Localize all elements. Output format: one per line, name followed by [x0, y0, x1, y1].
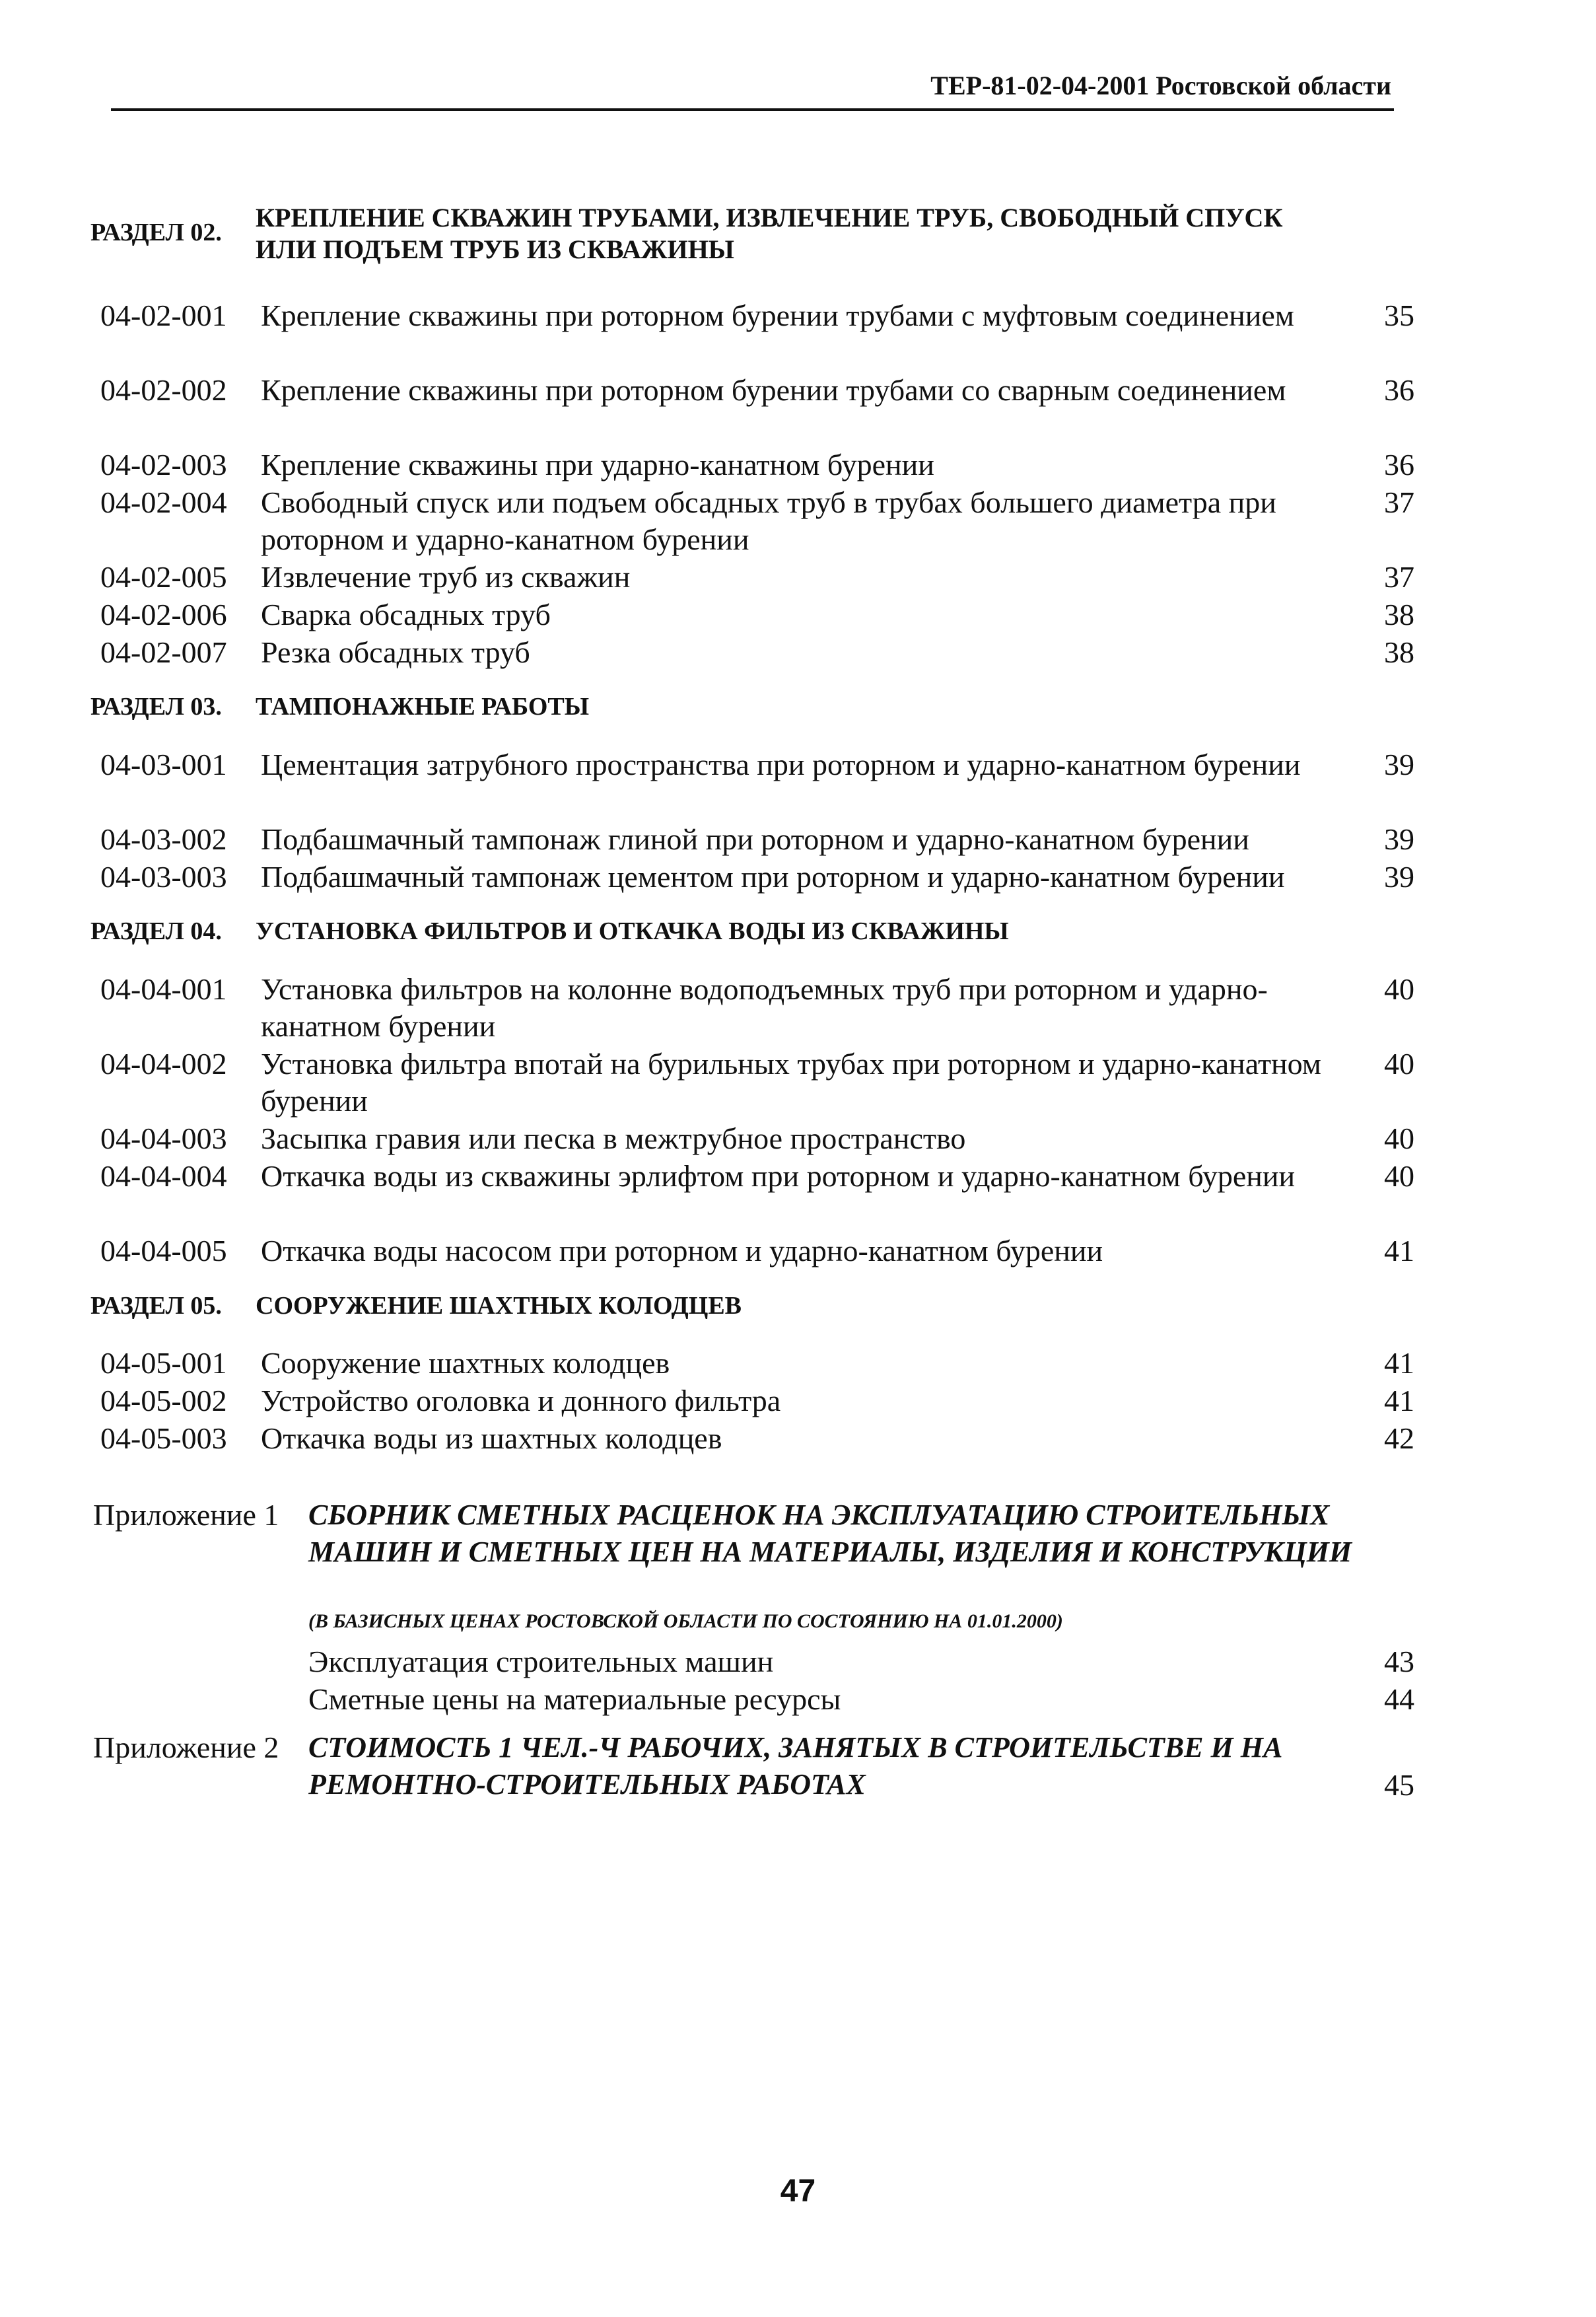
entry-page: 40 — [1384, 1047, 1414, 1081]
entry-title: Свободный спуск или подъем обсадных труб в трубах большего диаметра при роторном и ударно-канатном бурении — [261, 485, 1276, 556]
entry-code: 04-04-002 — [100, 1047, 227, 1081]
entry-code: 04-02-002 — [100, 373, 227, 407]
section-label: РАЗДЕЛ 04. — [90, 917, 222, 945]
entry-code: 04-04-004 — [100, 1159, 227, 1193]
section-02-heading — [90, 198, 1411, 271]
entry-title: Извлечение труб из скважин — [261, 560, 631, 594]
header-title: ТЕР-81-02-04-2001 Ростовской области — [930, 71, 1391, 100]
entry-title: Резка обсадных труб — [261, 635, 530, 669]
appendix-item-page: 43 — [1384, 1645, 1414, 1678]
entry-code: 04-04-001 — [100, 972, 227, 1006]
entry-code: 04-04-003 — [100, 1122, 227, 1155]
entry-code: 04-02-001 — [100, 299, 227, 332]
appendix-note: (В БАЗИСНЫХ ЦЕНАХ РОСТОВСКОЙ ОБЛАСТИ ПО СОСТОЯНИЮ НА 01.01.2000) — [308, 1610, 1063, 1632]
entry-title: Крепление скважины при роторном бурении трубами со сварным соединением — [261, 373, 1286, 407]
entry-title: Откачка воды насосом при роторном и ударно-канатном бурении — [261, 1234, 1103, 1267]
entry-page: 37 — [1384, 485, 1414, 519]
entry-code: 04-04-005 — [100, 1234, 227, 1267]
entry-page: 40 — [1384, 972, 1414, 1006]
entry-page: 40 — [1384, 1159, 1414, 1193]
section-label: РАЗДЕЛ 03. — [90, 693, 222, 721]
entry-code: 04-03-001 — [100, 748, 227, 781]
entry-title: Цементация затрубного пространства при роторном и ударно-канатном бурении — [261, 748, 1301, 781]
section-label: РАЗДЕЛ 05. — [90, 1292, 222, 1320]
appendix-label: Приложение 1 — [93, 1498, 279, 1532]
appendix-item-page: 44 — [1384, 1682, 1414, 1716]
entry-title: Установка фильтра впотай на бурильных трубах при роторном и ударно-канатном бурении — [261, 1047, 1321, 1118]
entry-page: 38 — [1384, 598, 1414, 631]
entry-page: 36 — [1384, 373, 1414, 407]
entry-page: 39 — [1384, 748, 1414, 781]
section-04-heading — [90, 917, 1009, 946]
entry-code: 04-03-002 — [100, 822, 227, 856]
appendix-title: СБОРНИК СМЕТНЫХ РАСЦЕНОК НА ЭКСПЛУАТАЦИЮ СТРОИТЕЛЬНЫХ МАШИН И СМЕТНЫХ ЦЕН НА МАТЕРИАЛЫ, ИЗДЕЛИЯ И КОНСТРУКЦИИ — [308, 1499, 1352, 1568]
entry-title: Подбашмачный тампонаж глиной при роторном и ударно-канатном бурении — [261, 822, 1249, 856]
appendix-1 — [90, 1497, 1414, 1716]
entry-title: Откачка воды из скважины эрлифтом при роторном и ударно-канатном бурении — [261, 1159, 1296, 1193]
entry-title: Сварка обсадных труб — [261, 598, 551, 631]
running-header — [111, 67, 1394, 111]
entry-code: 04-02-003 — [100, 448, 227, 481]
appendix-item-title: Сметные цены на материальные ресурсы — [308, 1682, 841, 1716]
appendix-label: Приложение 2 — [93, 1730, 279, 1764]
entry-page: 41 — [1384, 1234, 1414, 1267]
entry-page: 42 — [1384, 1421, 1414, 1455]
entry-code: 04-05-002 — [100, 1384, 227, 1417]
entry-title: Сооружение шахтных колодцев — [261, 1346, 670, 1380]
entry-title: Подбашмачный тампонаж цементом при роторном и ударно-канатном бурении — [261, 860, 1285, 894]
entry-code: 04-02-007 — [100, 635, 227, 669]
entry-title: Откачка воды из шахтных колодцев — [261, 1421, 722, 1455]
entry-title: Крепление скважины при роторном бурении трубами с муфтовым соединением — [261, 299, 1294, 332]
entry-title: Установка фильтров на колонне водоподъемных труб при роторном и ударно-канатном бурении — [261, 972, 1268, 1043]
entry-page: 39 — [1384, 860, 1414, 894]
entry-page: 36 — [1384, 448, 1414, 481]
entry-page: 41 — [1384, 1346, 1414, 1380]
section-05-heading — [90, 1291, 742, 1320]
appendix-page: 45 — [1384, 1768, 1414, 1802]
section-title-line2: ИЛИ ПОДЪЕМ ТРУБ ИЗ СКВАЖИНЫ — [256, 234, 734, 264]
section-label: РАЗДЕЛ 02. — [90, 219, 222, 246]
page-number: 47 — [780, 2174, 816, 2209]
section-03-heading — [90, 692, 589, 721]
entry-title: Засыпка гравия или песка в межтрубное пространство — [261, 1122, 966, 1155]
appendix-2 — [90, 1729, 1414, 1808]
entry-code: 04-02-004 — [100, 485, 227, 519]
section-title: ТАМПОНАЖНЫЕ РАБОТЫ — [256, 693, 590, 721]
entry-code: 04-02-006 — [100, 598, 227, 631]
entry-title: Крепление скважины при ударно-канатном бурении — [261, 448, 934, 481]
appendix-title: СТОИМОСТЬ 1 ЧЕЛ.-Ч РАБОЧИХ, ЗАНЯТЫХ В СТРОИТЕЛЬСТВЕ И НА РЕМОНТНО-СТРОИТЕЛЬНЫХ РАБОТАХ — [308, 1731, 1283, 1800]
entry-page: 39 — [1384, 822, 1414, 856]
entry-page: 41 — [1384, 1384, 1414, 1417]
entry-code: 04-02-005 — [100, 560, 227, 594]
header-rule — [111, 108, 1394, 111]
entry-page: 38 — [1384, 635, 1414, 669]
entry-page: 40 — [1384, 1122, 1414, 1155]
entry-page: 35 — [1384, 299, 1414, 332]
entry-title: Устройство оголовка и донного фильтра — [261, 1384, 781, 1417]
entry-code: 04-03-003 — [100, 860, 227, 894]
section-title: СООРУЖЕНИЕ ШАХТНЫХ КОЛОДЦЕВ — [256, 1292, 742, 1320]
section-title-line1: КРЕПЛЕНИЕ СКВАЖИН ТРУБАМИ, ИЗВЛЕЧЕНИЕ ТРУБ, СВОБОДНЫЙ СПУСК — [256, 203, 1283, 232]
entry-code: 04-05-003 — [100, 1421, 227, 1455]
section-title: УСТАНОВКА ФИЛЬТРОВ И ОТКАЧКА ВОДЫ ИЗ СКВАЖИНЫ — [256, 917, 1009, 945]
entry-code: 04-05-001 — [100, 1346, 227, 1380]
entry-page: 37 — [1384, 560, 1414, 594]
appendix-item-title: Эксплуатация строительных машин — [308, 1645, 774, 1678]
